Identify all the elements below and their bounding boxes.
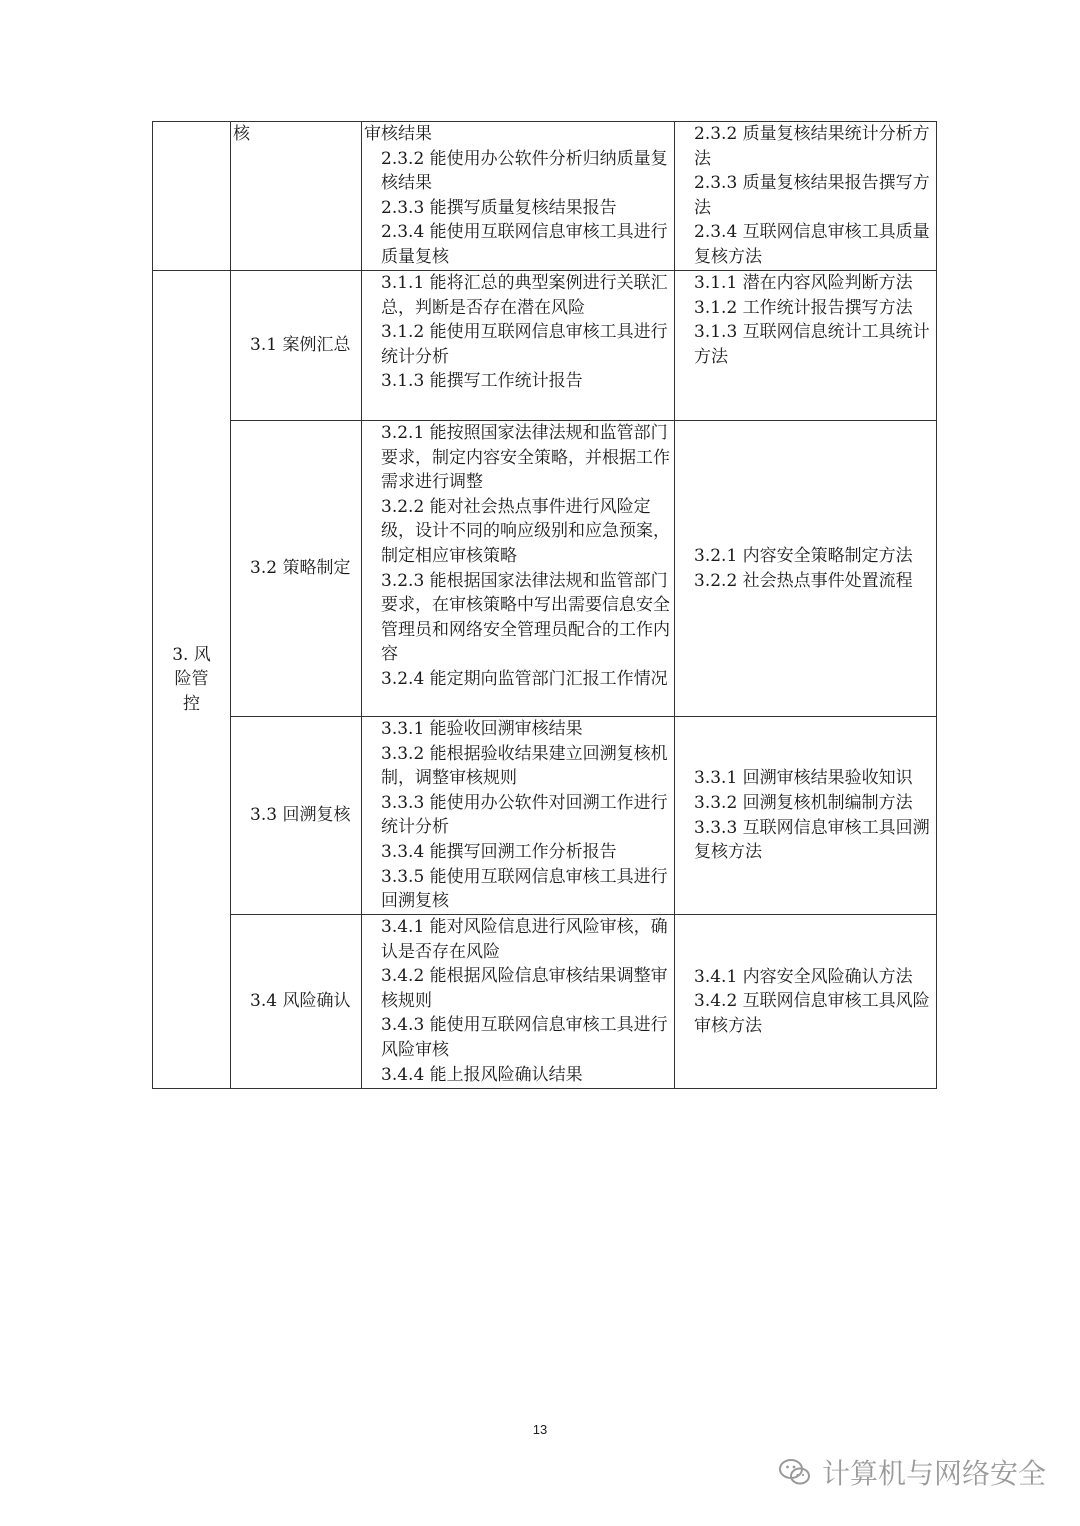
skill-line: 3.2.4 能定期向监管部门汇报工作情况: [381, 668, 668, 689]
knowledge-line: 2.3.4 互联网信息审核工具质量复核方法: [694, 222, 930, 267]
knowledge-cell: [675, 915, 937, 1089]
knowledge-line: 3.2.2 社会热点事件处置流程: [694, 570, 913, 591]
skill-line: 审核结果: [364, 124, 432, 144]
skills-cell: [362, 421, 675, 717]
skills-cell: [362, 717, 675, 915]
table-row: [153, 122, 937, 271]
table-row: [153, 421, 937, 717]
skill-line: 3.3.5 能使用互联网信息审核工具进行回溯复核: [381, 866, 668, 912]
knowledge-line: 2.3.2 质量复核结果统计分析方法: [694, 124, 930, 169]
knowledge-line: 3.1.1 潜在内容风险判断方法: [694, 273, 913, 293]
skill-line: 3.1.3 能撰写工作统计报告: [381, 371, 583, 392]
knowledge-line: 3.4.1 内容安全风险确认方法: [694, 966, 913, 987]
knowledge-line: 3.3.2 回溯复核机制编制方法: [694, 792, 913, 813]
category-cell-empty: [153, 122, 231, 271]
knowledge-line: 3.3.3 互联网信息审核工具回溯复核方法: [694, 817, 930, 863]
unit-text: 3.1 案例汇总: [250, 335, 351, 356]
skill-line: 3.3.4 能撰写回溯工作分析报告: [381, 841, 617, 862]
skill-line: 3.4.4 能上报风险确认结果: [381, 1064, 583, 1085]
watermark: [778, 1452, 1046, 1492]
wechat-icon: [778, 1457, 812, 1487]
unit-cell: [231, 915, 362, 1089]
skill-line: 3.2.3 能根据国家法律法规和监管部门要求，在审核策略中写出需要信息安全管理员和网络安全管理员配合的工作内容: [381, 570, 670, 665]
knowledge-line: 3.1.2 工作统计报告撰写方法: [694, 297, 913, 318]
knowledge-line: 3.1.3 互联网信息统计工具统计方法: [694, 322, 930, 367]
skills-cell: [362, 122, 675, 271]
skill-line: 3.2.2 能对社会热点事件进行风险定级，设计不同的响应级别和应急预案，制定相应审核策略: [381, 496, 670, 566]
skill-line: 3.3.2 能根据验收结果建立回溯复核机制，调整审核规则: [381, 743, 668, 789]
unit-cell: [231, 271, 362, 421]
knowledge-line: 3.3.1 回溯审核结果验收知识: [694, 768, 913, 789]
skills-cell: [362, 915, 675, 1089]
category-cell: [153, 271, 231, 1089]
table-row: [153, 271, 937, 421]
skill-line: 2.3.3 能撰写质量复核结果报告: [381, 197, 617, 218]
skill-line: 3.4.1 能对风险信息进行风险审核，确认是否存在风险: [381, 917, 668, 962]
skill-line: 3.4.3 能使用互联网信息审核工具进行风险审核: [381, 1015, 668, 1060]
unit-text: 核: [233, 124, 250, 144]
skill-line: 3.1.1 能将汇总的典型案例进行关联汇总，判断是否存在潜在风险: [381, 273, 668, 318]
skill-line: 3.3.1 能验收回溯审核结果: [381, 719, 583, 739]
skill-line: 2.3.4 能使用互联网信息审核工具进行质量复核: [381, 222, 668, 267]
unit-text: 3.3 回溯复核: [250, 805, 351, 826]
knowledge-cell: [675, 122, 937, 271]
knowledge-line: 3.2.1 内容安全策略制定方法: [694, 545, 913, 566]
skill-line: 2.3.2 能使用办公软件分析归纳质量复核结果: [381, 148, 668, 194]
category-text: 3. 风险管控: [172, 644, 211, 714]
unit-cell: [231, 421, 362, 717]
page-number: 13: [532, 1422, 548, 1437]
table-row: [153, 717, 937, 915]
knowledge-line: 3.4.2 互联网信息审核工具风险审核方法: [694, 991, 930, 1036]
unit-text: 3.2 策略制定: [250, 558, 351, 579]
skill-line: 3.2.1 能按照国家法律法规和监管部门要求，制定内容安全策略，并根据工作需求进行调整: [381, 423, 670, 493]
unit-cell: [231, 122, 362, 271]
skill-line: 3.4.2 能根据风险信息审核结果调整审核规则: [381, 966, 668, 1011]
competency-table: [152, 121, 937, 1089]
knowledge-line: 2.3.3 质量复核结果报告撰写方法: [694, 173, 930, 218]
knowledge-cell: [675, 421, 937, 717]
skill-line: 3.3.3 能使用办公软件对回溯工作进行统计分析: [381, 792, 668, 838]
skill-line: 3.1.2 能使用互联网信息审核工具进行统计分析: [381, 322, 668, 367]
knowledge-cell: [675, 271, 937, 421]
knowledge-cell: [675, 717, 937, 915]
watermark-text: 计算机与网络安全: [821, 1457, 1046, 1490]
table-row: [153, 915, 937, 1089]
unit-cell: [231, 717, 362, 915]
unit-text: 3.4 风险确认: [250, 991, 351, 1012]
skills-cell: [362, 271, 675, 421]
